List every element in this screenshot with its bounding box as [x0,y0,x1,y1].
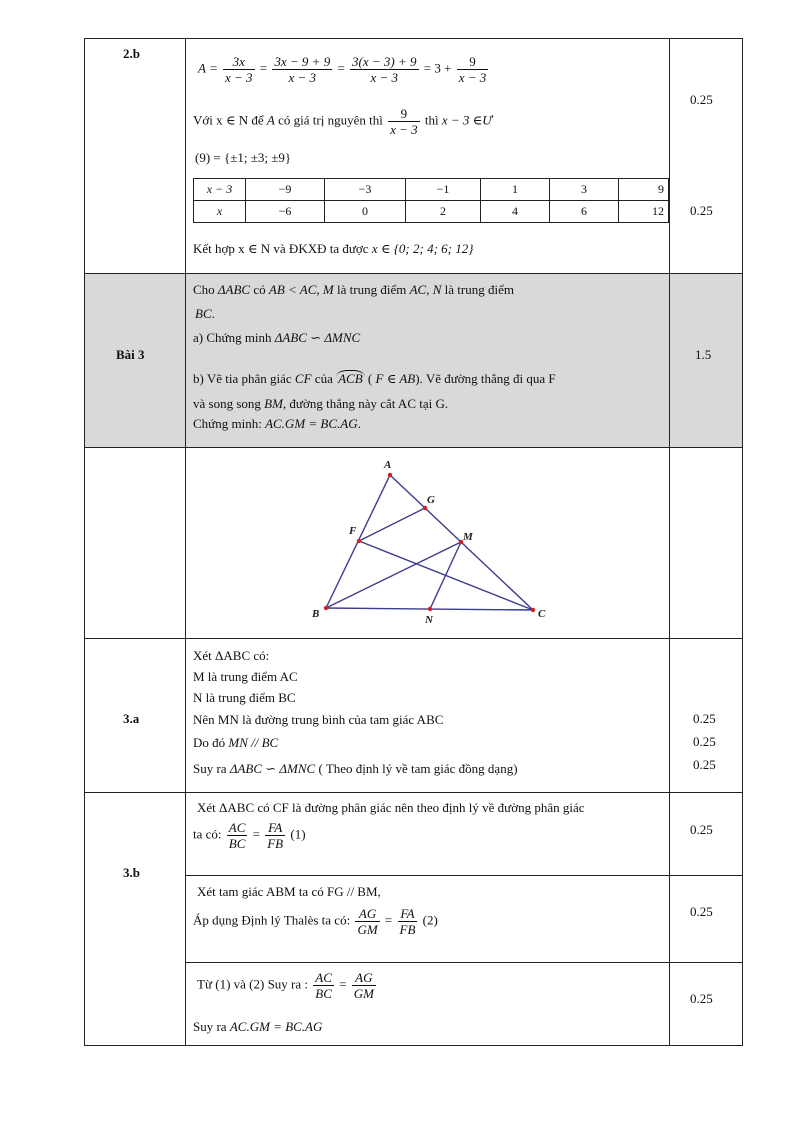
point-g [423,506,427,510]
score: 0.25 [690,822,713,837]
table-cell: 1 [481,179,550,201]
fraction: $\frac{9}{x - 3}$ [390,106,418,137]
table-row [194,201,669,223]
table-cell: −3 [325,179,406,201]
row-3b-p2-line2: Áp dụng Định lý Thalès ta có: $\frac{AG}{GM}$ = $\frac{FA}{FB}$ (2) [193,906,438,937]
point-b [324,606,328,610]
fraction: $\frac{3x - 9 + 9}{x - 3}$ [274,54,331,85]
row-2b-equation: A = $\frac{3x}{x - 3}$ = $\frac{3x - 9 + 9}{x - 3}$ = $\frac{3(x - 3) + 9}{x - 3}$ = 3 + $\frac{9}{x - 3}$ [198,54,487,85]
label-c: C [538,608,546,620]
row-3b-p1-line2: ta có: $\frac{AC}{BC}$ = $\frac{FA}{FB}$ (1) [193,820,306,851]
score: 0.25 [693,711,716,726]
row-3b-p1-line1: Xét ΔABC có CF là đường phân giác nên theo định lý về đường phân giác [197,800,585,815]
angle-acb: ACB [338,371,363,386]
score: 0.25 [693,757,716,772]
fraction: $\frac{3(x - 3) + 9}{x - 3}$ [352,54,417,85]
fraction: $\frac{AC}{BC}$ [315,970,332,1001]
row-3a-line: N là trung điểm BC [193,690,296,705]
fraction: $\frac{3x}{x - 3}$ [224,54,253,85]
table-cell: 9 [619,179,669,201]
bai3-shade [84,273,743,447]
table-cell: 0 [325,201,406,223]
table-cell: 6 [550,201,619,223]
eq-lhs: A = [198,60,218,76]
triangle-figure [300,455,560,630]
table-cell: −1 [406,179,481,201]
row-3a-label: 3.a [123,711,140,726]
table-cell: 2 [406,201,481,223]
table-cell: 4 [481,201,550,223]
row-2b-divisors: (9) = {±1; ±3; ±9} [195,150,292,165]
fraction: $\frac{AC}{BC}$ [228,820,246,851]
score: 0.25 [690,991,713,1006]
bai3-line1: Cho ΔABC có AB < AC, M là trung điểm AC, N là trung điểm [193,282,514,297]
fraction: $\frac{FA}{FB}$ [267,820,284,851]
table-cell: −6 [246,201,325,223]
row-3b-p2-line1: Xét tam giác ABM ta có FG // BM, [197,884,381,899]
table-cell: x − 3 [194,179,246,201]
segment-fg [359,508,425,541]
fraction: $\frac{AG}{GM}$ [353,970,374,1001]
row-3a-line: Suy ra ΔABC ∽ ΔMNC ( Theo định lý về tam giác đồng dạng) [193,761,518,776]
label-g: G [427,494,435,506]
fraction: $\frac{9}{x - 3}$ [458,54,487,85]
point-f [357,539,361,543]
bai3-line5: và song song BM, đường thẳng này cắt AC tại G. [193,396,449,411]
bai3-part-a: a) Chứng minh ΔABC ∽ ΔMNC [193,330,361,345]
point-c [531,608,535,612]
row-3b-label: 3.b [123,865,140,880]
fraction: $\frac{AG}{GM}$ [357,906,378,937]
row-3a-line: Xét ΔABC có: [193,648,270,663]
label-b: B [312,608,320,620]
table-cell: 3 [550,179,619,201]
label-m: M [463,531,473,543]
label-f: F [349,525,357,537]
eq-result: = 3 + [423,60,452,76]
bai3-line2: BC. [195,306,215,321]
label-n: N [425,614,433,626]
row-2b-condition: Với x ∈ N để A có giá trị nguyên thì $\frac{9}{x - 3}$ thì x − 3 ∈Ư [193,106,493,137]
values-table [193,178,669,223]
row-3a-line: Nên MN là đường trung bình của tam giác ABC [193,712,444,727]
row-2b-conclusion: Kết hợp x ∈ N và ĐKXĐ ta được x ∈ {0; 2; 4; 6; 12} [193,241,474,256]
row-3b-p3-line2: Suy ra AC.GM = BC.AG [193,1019,323,1034]
bai3-line6: Chứng minh: AC.GM = BC.AG. [193,416,361,431]
table-cell: 12 [619,201,669,223]
label-a: A [384,459,392,471]
score: 0.25 [690,904,713,919]
score: 0.25 [690,92,713,107]
score: 0.25 [690,203,713,218]
row-3a-line: Do đó MN // BC [193,735,279,750]
score: 1.5 [695,347,712,362]
row-3a-line: M là trung điểm AC [193,669,298,684]
segment-mn [430,542,461,609]
row-3b-p3-line1: Từ (1) và (2) Suy ra : $\frac{AC}{BC}$ = $\frac{AG}{GM}$ [197,970,374,1001]
fraction: $\frac{FA}{FB}$ [399,906,416,937]
point-a [388,473,392,477]
score: 0.25 [693,734,716,749]
point-n [428,607,432,611]
row-2b-label: 2.b [123,46,140,61]
segment-bm [326,542,461,608]
table-row [194,179,669,201]
table-cell: −9 [246,179,325,201]
bai3-label: Bài 3 [116,347,145,362]
bai3-part-b: b) Vẽ tia phân giác CF của ACB ( F ∈ AB). Vẽ đường thẳng đi qua F [193,371,556,386]
table-cell: x [194,201,246,223]
